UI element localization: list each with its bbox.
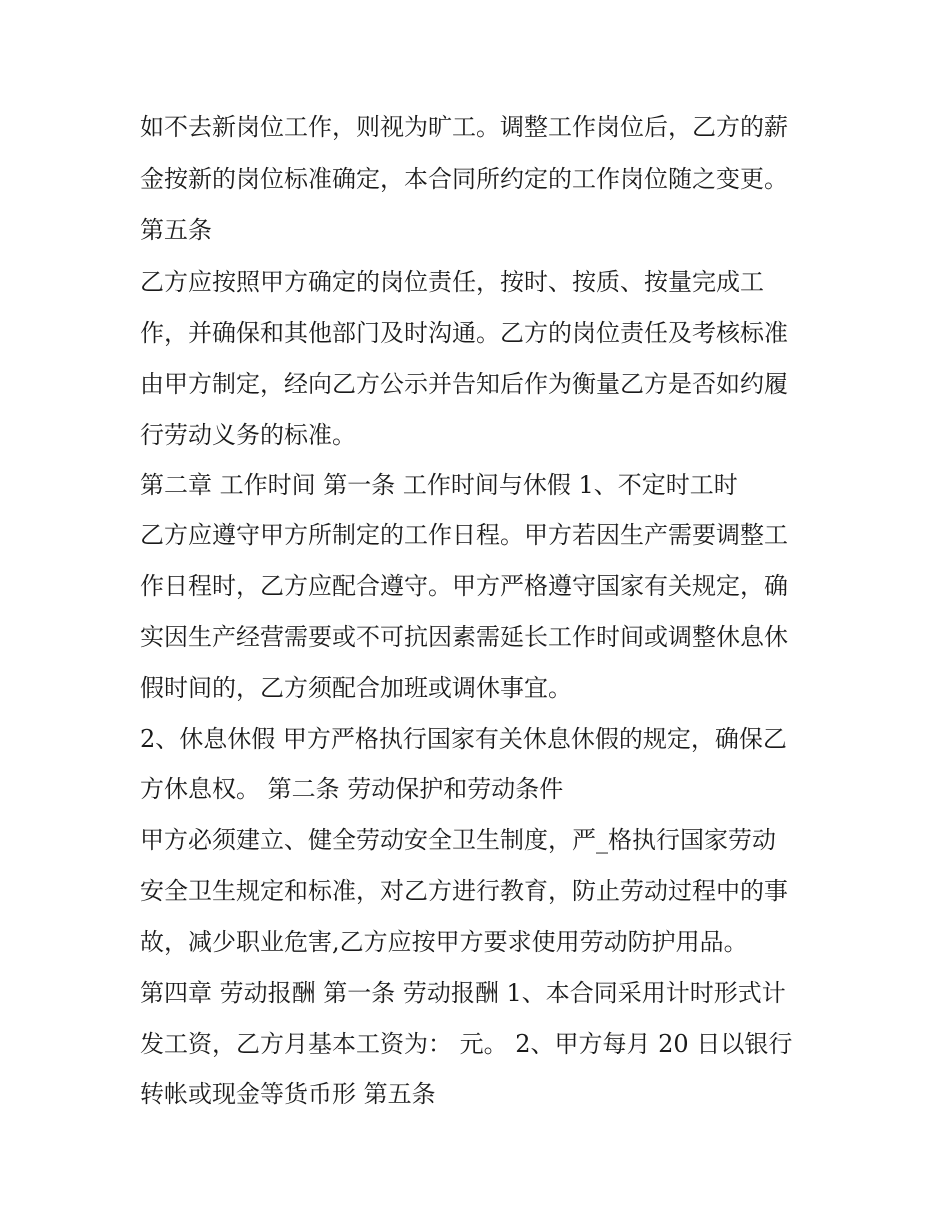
chapter-heading: 第四章 劳动报酬 第一条 劳动报酬 1、本合同采用计时形式计 bbox=[140, 979, 786, 1007]
text-line: 故，减少职业危害,乙方应按甲方要求使用劳动防护用品。 bbox=[140, 928, 748, 956]
text-line: 2、休息休假 甲方严格执行国家有关休息休假的规定，确保乙 bbox=[140, 725, 787, 753]
text-line: 安全卫生规定和标准，对乙方进行教育，防止劳动过程中的事 bbox=[140, 877, 788, 905]
text-line: 金按新的岗位标准确定，本合同所约定的工作岗位随之变更。 bbox=[140, 165, 788, 193]
chapter-heading: 第二章 工作时间 第一条 工作时间与休假 1、不定时工时 bbox=[140, 471, 738, 499]
text-line: 行劳动义务的标准。 bbox=[140, 421, 356, 449]
text-line: 乙方应按照甲方确定的岗位责任，按时、按质、按量完成工 bbox=[140, 268, 764, 296]
text-line: 假时间的，乙方须配合加班或调休事宜。 bbox=[140, 674, 572, 702]
text-line: 甲方必须建立、健全劳动安全卫生制度，严_格执行国家劳动 bbox=[140, 826, 776, 854]
text-line: 如不去新岗位工作，则视为旷工。调整工作岗位后，乙方的薪 bbox=[140, 113, 788, 141]
text-line: 作日程时，乙方应配合遵守。甲方严格遵守国家有关规定，确 bbox=[140, 572, 788, 600]
text-line: 乙方应遵守甲方所制定的工作日程。甲方若因生产需要调整工 bbox=[140, 521, 788, 549]
text-line: 转帐或现金等货币形 第五条 bbox=[140, 1080, 436, 1108]
text-line: 实因生产经营需要或不可抗因素需延长工作时间或调整休息休 bbox=[140, 623, 788, 651]
text-line: 方休息权。 第二条 劳动保护和劳动条件 bbox=[140, 775, 564, 803]
section-heading: 第五条 bbox=[140, 216, 212, 244]
text-line: 发工资，乙方月基本工资为： 元。 2、甲方每月 20 日以银行 bbox=[140, 1030, 793, 1058]
text-line: 由甲方制定，经向乙方公示并告知后作为衡量乙方是否如约履 bbox=[140, 370, 788, 398]
text-line: 作，并确保和其他部门及时沟通。乙方的岗位责任及考核标准 bbox=[140, 319, 788, 347]
